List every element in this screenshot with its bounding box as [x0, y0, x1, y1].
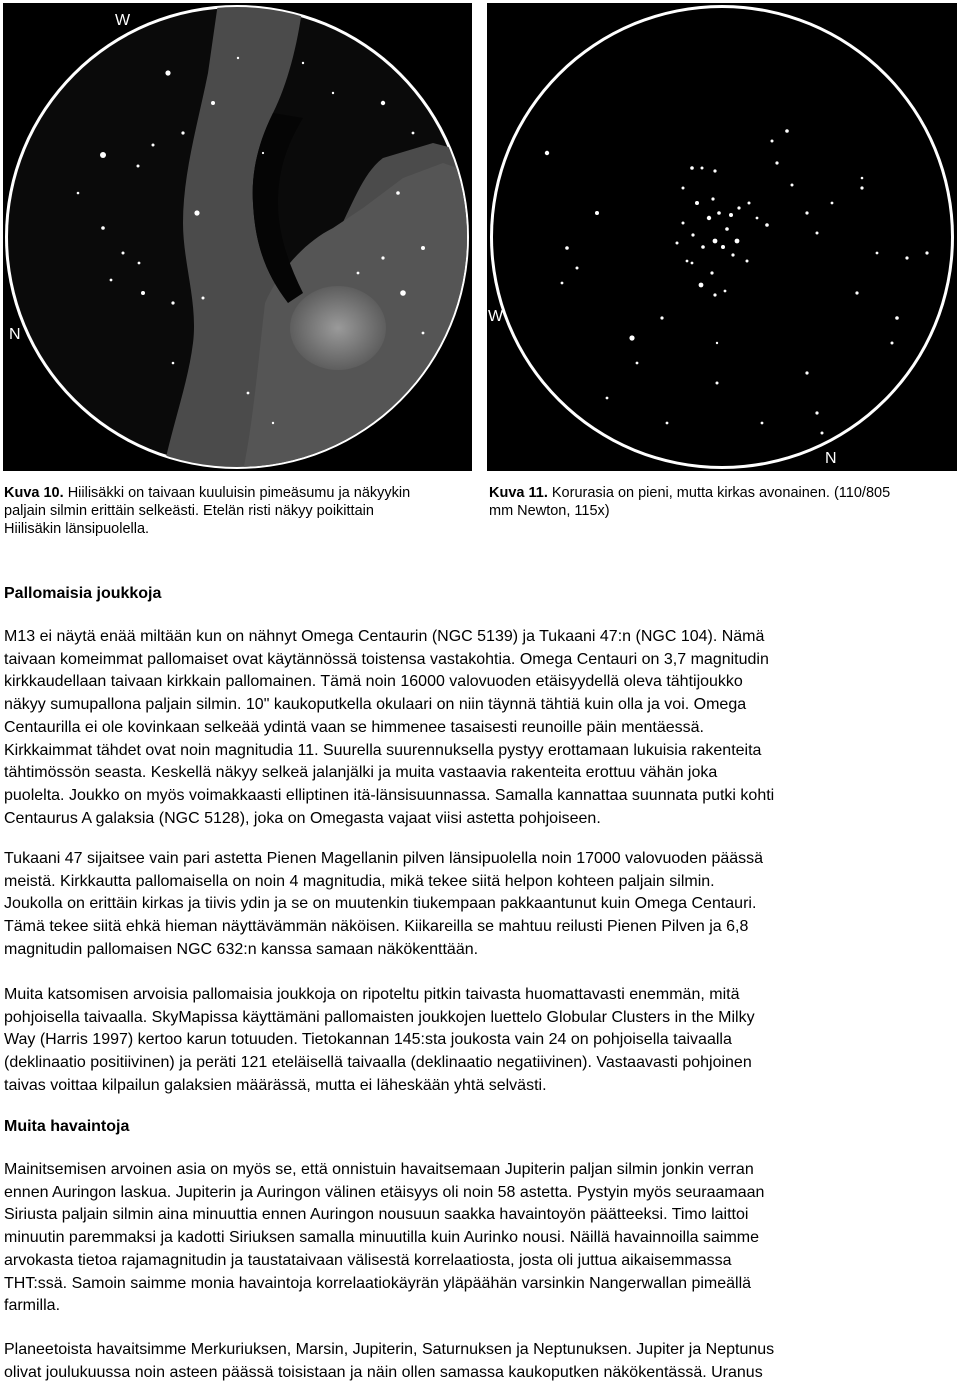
paragraph-planets: Planeetoista havaitsimme Merkuriuksen, Marsin, Jupiterin, Saturnuksen ja Neptunuksen. Jupiter ja Neptunus olivat joulukuussa noin asteen päässä toisistaan ja näin ollen samassa kaukoputken näkökentässä. Uranus: [4, 1341, 775, 1381]
star: [821, 432, 824, 435]
star: [412, 132, 415, 135]
star: [731, 253, 734, 256]
star: [791, 184, 794, 187]
star: [775, 161, 778, 164]
nebula-glow: [290, 286, 386, 370]
caption-number: Kuva 10.: [4, 485, 64, 501]
star: [357, 272, 360, 275]
star: [701, 245, 705, 249]
star: [152, 144, 155, 147]
star: [110, 279, 113, 282]
star: [122, 252, 125, 255]
star: [785, 129, 789, 133]
star: [595, 211, 599, 215]
star: [381, 256, 384, 259]
star: [724, 290, 727, 293]
star: [891, 342, 894, 345]
star: [396, 191, 400, 195]
star: [695, 201, 699, 205]
star: [861, 177, 864, 180]
star: [895, 316, 899, 320]
star: [713, 239, 718, 244]
star: [629, 335, 634, 340]
star: [181, 131, 184, 134]
star: [761, 422, 764, 425]
paragraph-omega-centauri: M13 ei näytä enää miltään kun on nähnyt Omega Centaurin (NGC 5139) ja Tukaani 47:n (NGC 104). Nämä taivaan komeimmat pallomaiset ovat käytännössä toistensa vastakohtia. Omega Centauri on 3,7 magnitudin kirkkaudellaan taivaan kirkkain pallomainen. Tämä noin 16000 valovuoden etäisyydellä oleva tähtijoukko näkyy sumupallona paljain silmin. 10" kaukoputkella okulaari on niin täynnä tähtiä kuin olla ja voi. Omega Centaurilla ei ole kovinkaan selkeää ydintä vaan se himmenee tasaisesti reunoille päin mentäessä. Kirkkaimmat tähdet ovat noin magnitudia 11. Suurella suurennuksella pystyy erottamaan lukuisia rakenteita tähtimössön seasta. Keskellä näkyy selkeä jalanjälki ja muita vastaavia rakenteita erottuu vähän joka puolelta. Joukko on myös voimakkaasti elliptinen itä-länsisuunnassa. Samalla kannattaa suunnata putki kohti Centaurus A galaksia (NGC 5128), joka on Omegasta vajaat viisi astetta pohjoiseen.: [4, 628, 775, 827]
star: [682, 222, 685, 225]
star: [381, 101, 385, 105]
star: [905, 256, 908, 259]
star: [721, 245, 725, 249]
star: [737, 206, 740, 209]
star: [765, 223, 769, 227]
star: [686, 260, 689, 263]
star: [748, 202, 751, 205]
star: [771, 140, 774, 143]
direction-label-n: N: [825, 450, 837, 467]
star: [831, 202, 834, 205]
star: [815, 411, 818, 414]
star: [729, 213, 733, 217]
star: [137, 165, 140, 168]
star: [682, 187, 685, 190]
star: [400, 290, 406, 296]
star: [171, 301, 174, 304]
star: [606, 397, 609, 400]
star: [561, 282, 564, 285]
paragraph-other-globulars: Muita katsomisen arvoisia pallomaisia joukkoja on ripoteltu pitkin taivasta huomattavasti enemmän, mitä pohjoisella taivaalla. SkyMapissa käyttämäni pallomaisten joukkojen luettelo Globular Clusters in the Milky Way (Harris 1997) kertoo karun totuuden. Tietokannan 145:sta joukosta vain 24 on pohjoisella taivaalla (deklinaatio positiivinen) ja peräti 121 eteläisellä taivaalla (deklinaatio negatiivinen). Vastaavasti pohjoinen taivas voittaa kilpailun galaksien määrässä, mutta ei läheskään yhtä selvästi.: [4, 986, 755, 1094]
star: [421, 246, 425, 250]
star: [716, 382, 719, 385]
star: [237, 57, 239, 59]
star: [711, 197, 714, 200]
star: [660, 316, 663, 319]
direction-label-w: W: [115, 12, 131, 29]
section-heading-pallomaisia-joukkoja: Pallomaisia joukkoja: [4, 585, 162, 602]
star: [272, 422, 274, 424]
star: [716, 342, 718, 344]
star: [816, 232, 819, 235]
star: [172, 362, 175, 365]
star: [576, 267, 579, 270]
star: [756, 217, 759, 220]
star: [805, 371, 808, 374]
star: [691, 262, 694, 265]
star: [77, 192, 80, 195]
direction-label-n: N: [9, 326, 21, 343]
star: [202, 297, 205, 300]
star: [332, 92, 334, 94]
star: [141, 291, 145, 295]
star: [636, 362, 639, 365]
jewel-box-drawing: [487, 3, 957, 471]
star: [717, 211, 721, 215]
figure-jewel-box-sketch: [487, 3, 957, 471]
figure-coal-sack-sketch: [3, 3, 472, 471]
paragraph-jupiter-sirius: Mainitsemisen arvoinen asia on myös se, että onnistuin havaitsemaan Jupiterin paljan silmin jonkin verran ennen Auringon laskua. Jupiterin ja Auringon välinen etäisyys oli noin 58 astetta. Pystyin myös seuraamaan Siriusta paljain silmin aina minuuttia ennen Auringon nousuun saakka havaintoyön päätteeksi. Timo laittoi minuutin paremmaksi ja kadotti Siriuksen samalla minuutilla kuin Aurinko nousi. Näillä havainnoilla saimme arvokasta tietoa rajamagnitudin ja taustataivaan välisestä korrelaatiosta, josta oli juttua aikaisemmassa THT:ssä. Samoin saimme monia havaintoja korrelaatiokäyrän yläpäähän varsinkin Nangerwallan pimeällä farmilla.: [4, 1161, 765, 1315]
star: [710, 271, 713, 274]
star: [247, 392, 250, 395]
star: [805, 211, 808, 214]
star: [707, 216, 711, 220]
star: [100, 152, 106, 158]
star: [876, 252, 879, 255]
star: [262, 152, 264, 154]
star: [925, 251, 928, 254]
star: [101, 226, 105, 230]
direction-label-w: W: [488, 308, 504, 325]
star: [735, 239, 740, 244]
star: [302, 62, 304, 64]
star: [666, 422, 669, 425]
star: [422, 332, 425, 335]
star: [725, 227, 729, 231]
star: [565, 246, 569, 250]
star: [701, 167, 704, 170]
star: [691, 233, 694, 236]
section-heading-muita-havaintoja: Muita havaintoja: [4, 1118, 130, 1135]
coal-sack-drawing: [3, 3, 472, 471]
star: [855, 291, 858, 294]
caption-number: Kuva 11.: [489, 485, 548, 501]
paragraph-tukaani-47: Tukaani 47 sijaitsee vain pari astetta Pienen Magellanin pilven länsipuolella noin 17000 valovuoden päässä meistä. Kirkkautta pallomaisella on noin 4 magnitudia, mikä tekee siitä helpon kohteen paljain silmin. Joukolla on erittäin kirkas ja tiivis ydin ja se on muutenkin tiukempaan pakkaantunut kuin Omega Centauri. Tämä tekee siitä ehkä hieman näyttävämmän näköisen. Kiikareilla se mahtuu reilusti Pienen Pilven ja 6,8 magnitudin pallomaisen NGC 632:n kanssa samaan näkökenttään.: [4, 850, 764, 958]
star: [211, 101, 215, 105]
star: [138, 262, 141, 265]
star: [165, 70, 170, 75]
star: [860, 186, 863, 189]
star: [690, 166, 694, 170]
star: [676, 242, 679, 245]
star: [746, 260, 749, 263]
star: [713, 293, 716, 296]
star: [545, 151, 549, 155]
figure-caption-kuva-11: Kuva 11. Korurasia on pieni, mutta kirkas avonainen. (110/805 mm Newton, 115x): [489, 485, 891, 519]
figure-caption-kuva-10: Kuva 10. Hiilisäkki on taivaan kuuluisin pimeäsumu ja näkyykin paljain silmin erittäin selkeästi. Etelän risti näkyy poikittain Hiilisäkin länsipuolella.: [4, 485, 411, 537]
star: [713, 169, 716, 172]
star: [194, 210, 199, 215]
star: [699, 283, 704, 288]
